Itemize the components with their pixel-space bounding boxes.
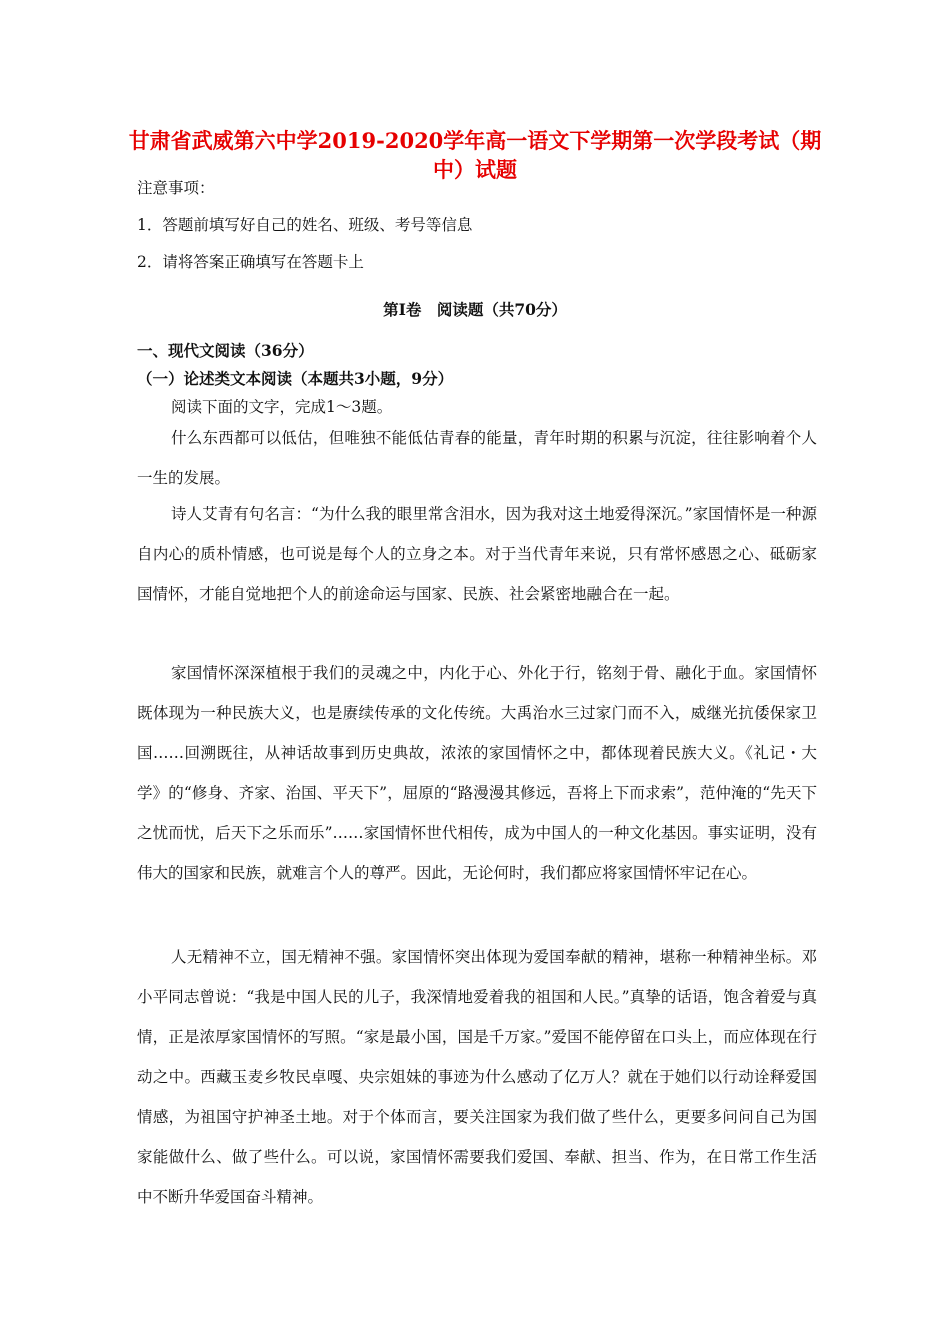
section-heading: 一、现代文阅读（36分） <box>137 341 314 360</box>
paragraph-2: 诗人艾青有句名言：“为什么我的眼里常含泪水，因为我对这土地爱得深沉。”家国情怀是一种源自内心的质朴情感，也可说是每个人的立身之本。对于当代青年来说，只有常怀感恩之心、砥砺家国情怀，才能自觉地把个人的前途命运与国家、民族、社会紧密地融合在一起。 <box>137 505 817 603</box>
notice-item-1: 1．答题前填写好自己的姓名、班级、考号等信息 <box>137 216 473 234</box>
notice-heading: 注意事项： <box>137 179 215 197</box>
paragraph-3: 家国情怀深深植根于我们的灵魂之中，内化于心、外化于行，铭刻于骨、融化于血。家国情怀既体现为一种民族大义，也是赓续传承的文化传统。大禹治水三过家门而不入，威继光抗倭保家卫国……回溯既往，从神话故事到历史典故，浓浓的家国情怀之中，都体现着民族大义。《礼记・大学》的“修身、齐家、治国、平天下”，屈原的“路漫漫其修远，吾将上下而求索”，范仲淹的“先天下之忧而忧，后天下之乐而乐”……家国情怀世代相传，成为中国人的一种文化基因。事实证明，没有伟大的国家和民族，就难言个人的尊严。因此，无论何时，我们都应将家国情怀牢记在心。 <box>137 664 817 882</box>
subsection-heading: （一）论述类文本阅读（本题共3小题，9分） <box>137 369 454 388</box>
notice-item-2: 2．请将答案正确填写在答题卡上 <box>137 253 364 271</box>
document-title: 甘肃省武威第六中学2019-2020学年高一语文下学期第一次学段考试（期中）试题 <box>128 128 822 182</box>
reading-instruction: 阅读下面的文字，完成1～3题。 <box>171 398 393 416</box>
paragraph-4: 人无精神不立，国无精神不强。家国情怀突出体现为爱国奉献的精神，堪称一种精神坐标。邓小平同志曾说：“我是中国人民的儿子，我深情地爱着我的祖国和人民。”真挚的话语，饱含着爱与真情，正是浓厚家国情怀的写照。“家是最小国，国是千万家。”爱国不能停留在口头上，而应体现在行动之中。西藏玉麦乡牧民卓嘎、央宗姐妹的事迹为什么感动了亿万人？就在于她们以行动诠释爱国情感，为祖国守护神圣土地。对于个体而言，要关注国家为我们做了些什么，更要多问问自己为国家能做什么、做了些什么。可以说，家国情怀需要我们爱国、奉献、担当、作为，在日常工作生活中不断升华爱国奋斗精神。 <box>137 948 817 1206</box>
part-title: 第Ⅰ卷 阅读题（共70分） <box>383 300 567 319</box>
paragraph-1: 什么东西都可以低估，但唯独不能低估青春的能量，青年时期的积累与沉淀，往往影响着个人一生的发展。 <box>137 429 817 487</box>
